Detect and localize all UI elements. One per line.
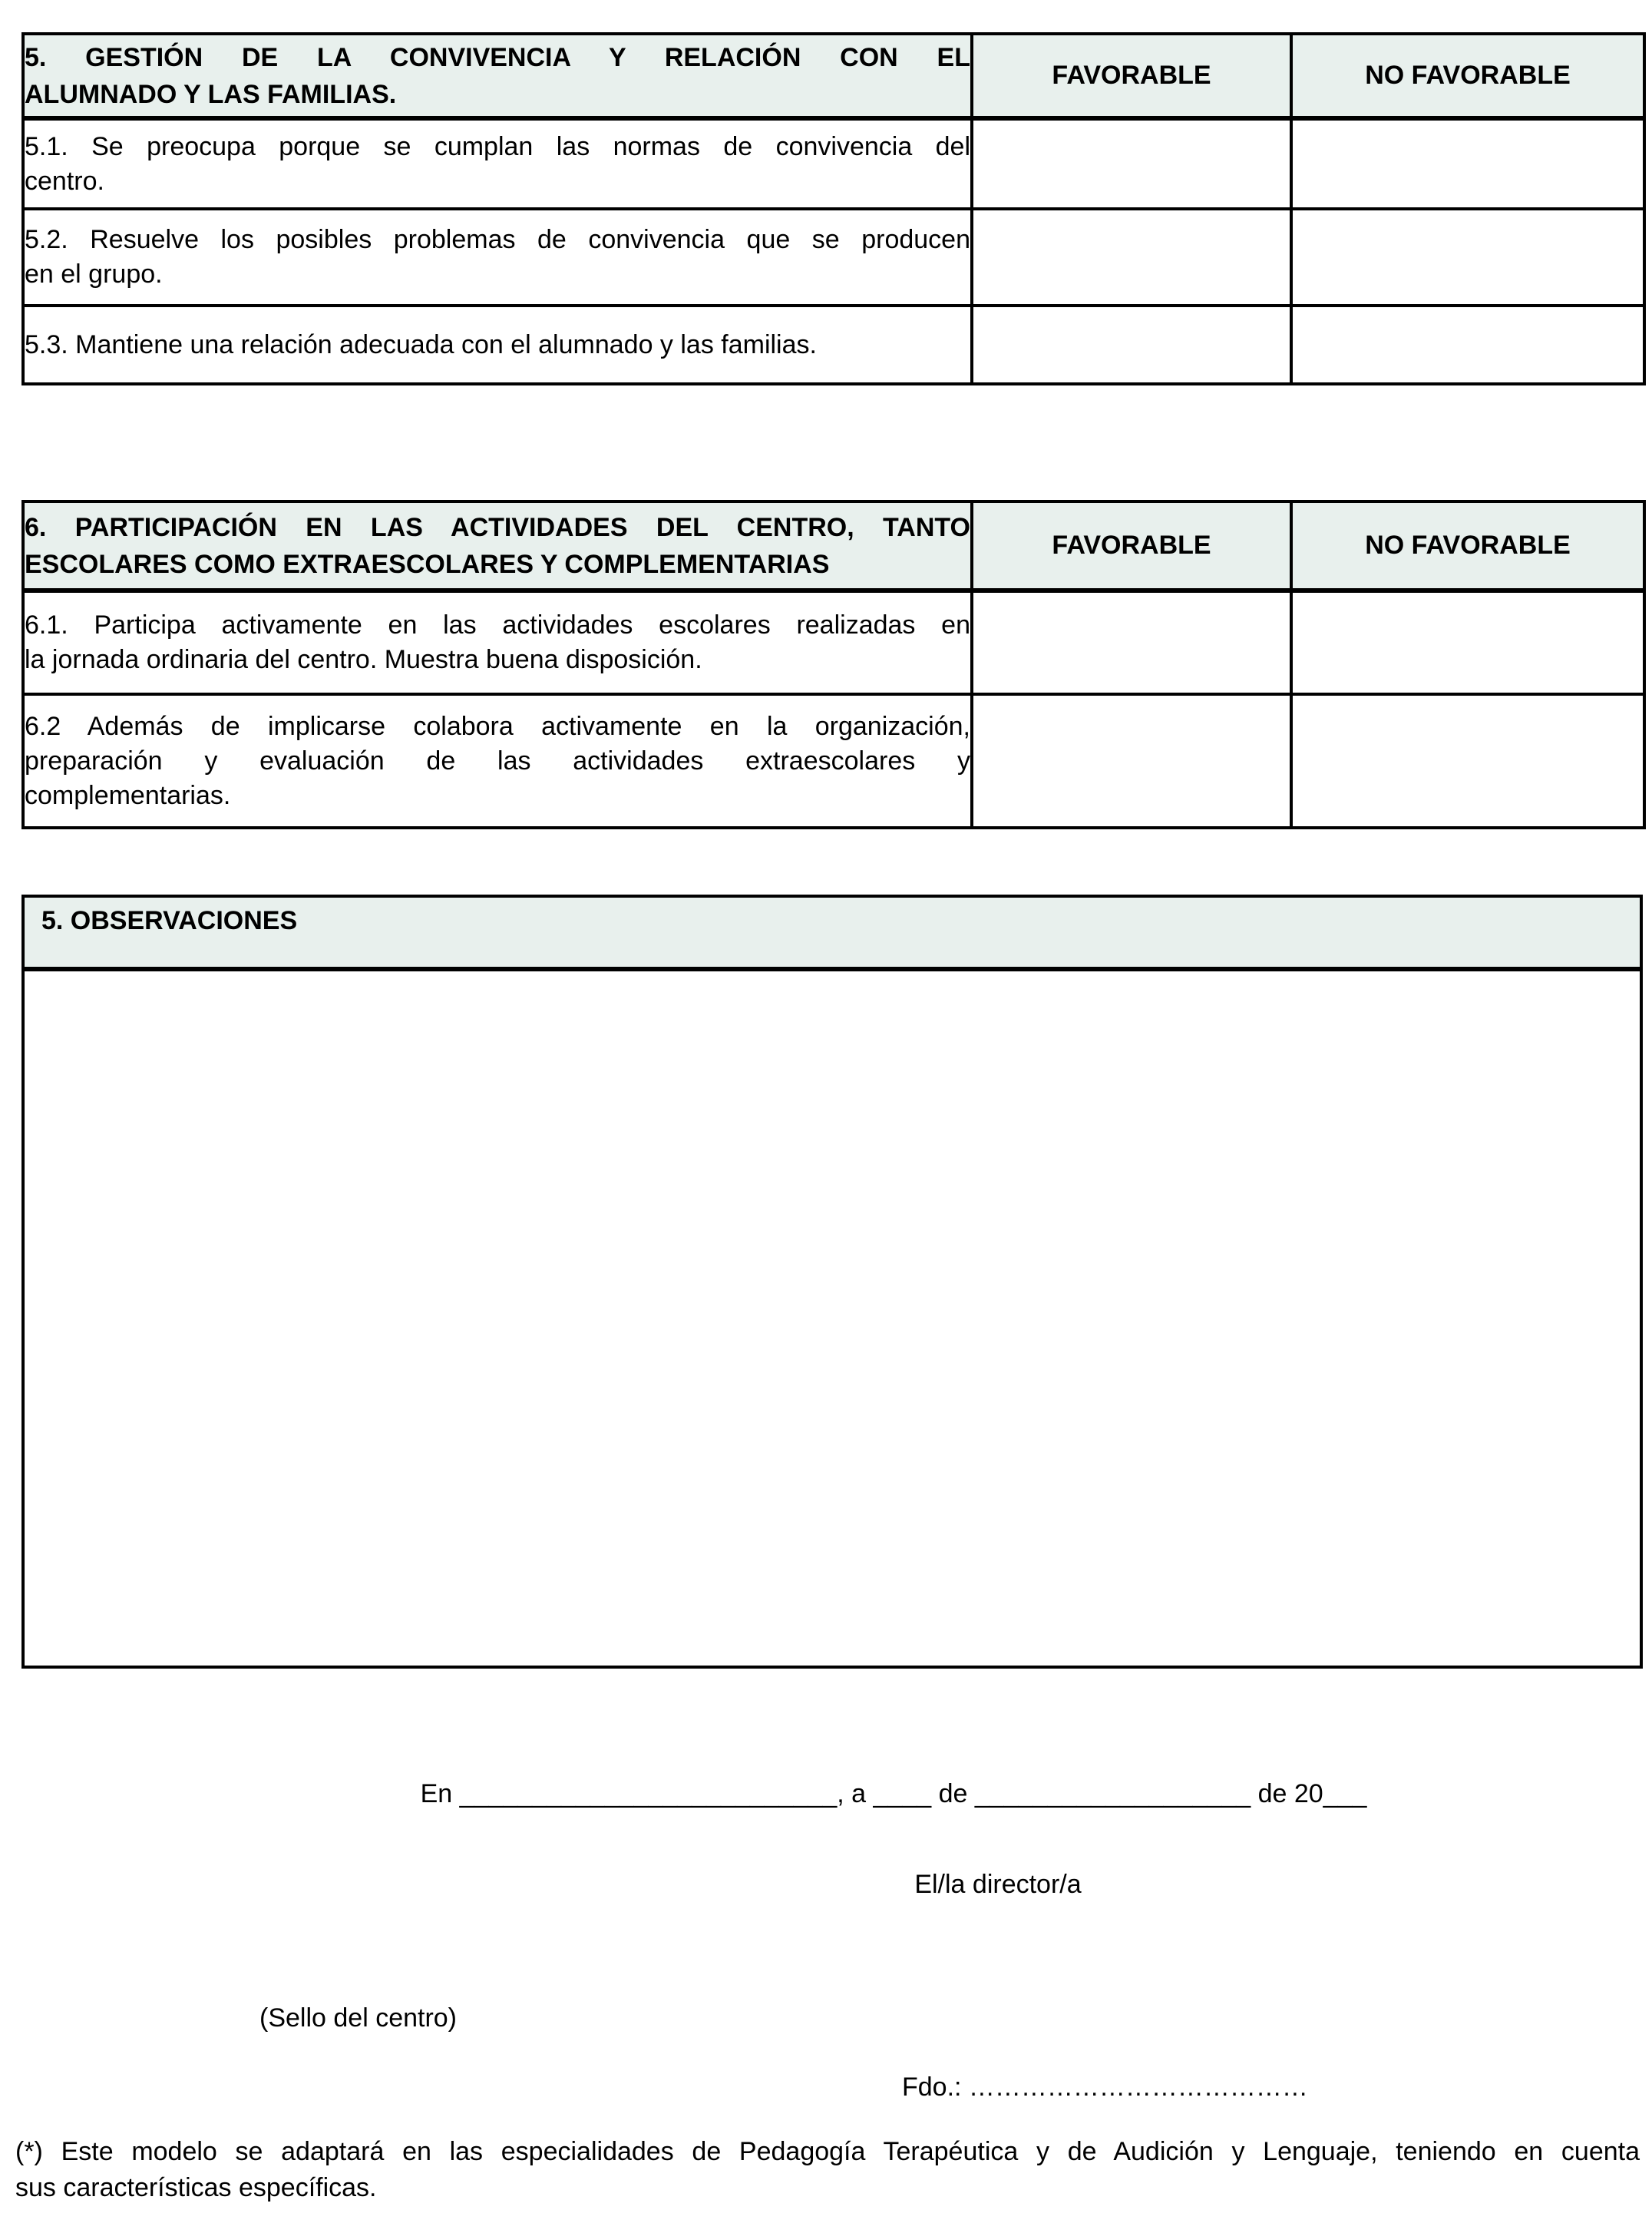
table-row — [23, 591, 1644, 694]
table-row — [23, 209, 1644, 306]
no-favorable-answer-cell-5-3[interactable] — [1291, 306, 1644, 384]
criterion-text-line: 5.2. Resuelve los posibles problemas de convivencia que se producen — [25, 225, 970, 254]
criterion-text-line: 5.3. Mantiene una relación adecuada con el alumnado y las familias. — [25, 329, 817, 359]
no-favorable-answer-cell-6-2[interactable] — [1291, 694, 1644, 828]
favorable-answer-cell-5-2[interactable] — [972, 209, 1291, 306]
no-favorable-answer-cell-5-1[interactable] — [1291, 118, 1644, 209]
section5-title-line2: ALUMNADO Y LAS FAMILIAS. — [25, 79, 397, 109]
table-row — [23, 694, 1644, 828]
table-row — [23, 306, 1644, 384]
footnote — [15, 2134, 1640, 2206]
criterion-text-line: 5.1. Se preocupa porque se cumplan las normas de convivencia del — [25, 131, 970, 161]
signed-by-line: Fdo.: ………………………………… — [902, 2073, 1308, 2102]
favorable-answer-cell-5-1[interactable] — [972, 118, 1291, 209]
observations-input-box[interactable] — [25, 971, 1640, 1666]
favorable-answer-cell-6-2[interactable] — [972, 694, 1291, 828]
criterion-text-line: 6.1. Participa activamente en las actividades escolares realizadas en — [25, 610, 970, 640]
section5-favorable-column-header: FAVORABLE — [972, 34, 1291, 118]
table-row — [23, 118, 1644, 209]
section5-title-cell — [23, 34, 972, 118]
criterion-5-3-cell — [23, 306, 972, 384]
footnote-line: (*) Este modelo se adaptará en las especialidades de Pedagogía Terapéutica y de Audición y Lenguaje, teniendo en cuenta — [15, 2137, 1640, 2166]
date-place-blank-line: En __________________________, a ____ de ___________________ de 20___ — [420, 1779, 1367, 1808]
criterion-text-line: complementarias. — [25, 780, 231, 810]
section5-no-favorable-column-header: NO FAVORABLE — [1291, 34, 1644, 118]
criterion-text-line: centro. — [25, 166, 104, 196]
section5-title-line1: 5. GESTIÓN DE LA CONVIVENCIA Y RELACIÓN CON EL — [25, 42, 970, 72]
no-favorable-answer-cell-6-1[interactable] — [1291, 591, 1644, 694]
favorable-answer-cell-5-3[interactable] — [972, 306, 1291, 384]
observations-section — [21, 895, 1643, 1669]
section6-no-favorable-column-header: NO FAVORABLE — [1291, 501, 1644, 591]
observations-header: 5. OBSERVACIONES — [25, 898, 1640, 971]
center-seal-label: (Sello del centro) — [259, 2003, 458, 2033]
section6-header-row — [23, 501, 1644, 591]
favorable-answer-cell-6-1[interactable] — [972, 591, 1291, 694]
criterion-5-1-cell — [23, 118, 972, 209]
table-section-5 — [21, 32, 1646, 385]
section6-title-line2: ESCOLARES COMO EXTRAESCOLARES Y COMPLEMENTARIAS — [25, 549, 830, 579]
criterion-text-line: preparación y evaluación de las actividades extraescolares y — [25, 746, 970, 776]
criterion-5-2-cell — [23, 209, 972, 306]
criterion-6-2-cell — [23, 694, 972, 828]
criterion-text-line: en el grupo. — [25, 260, 163, 289]
no-favorable-answer-cell-5-2[interactable] — [1291, 209, 1644, 306]
criterion-6-1-cell — [23, 591, 972, 694]
table-section-6 — [21, 500, 1646, 829]
director-signature-label: El/la director/a — [914, 1870, 1082, 1899]
section6-title-cell — [23, 501, 972, 591]
footnote-line: sus características específicas. — [15, 2173, 377, 2202]
criterion-text-line: la jornada ordinaria del centro. Muestra buena disposición. — [25, 645, 702, 674]
section5-header-row — [23, 34, 1644, 118]
criterion-text-line: 6.2 Además de implicarse colabora activamente en la organización, — [25, 711, 970, 741]
section6-title-line1: 6. PARTICIPACIÓN EN LAS ACTIVIDADES DEL CENTRO, TANTO — [25, 512, 970, 542]
section6-favorable-column-header: FAVORABLE — [972, 501, 1291, 591]
